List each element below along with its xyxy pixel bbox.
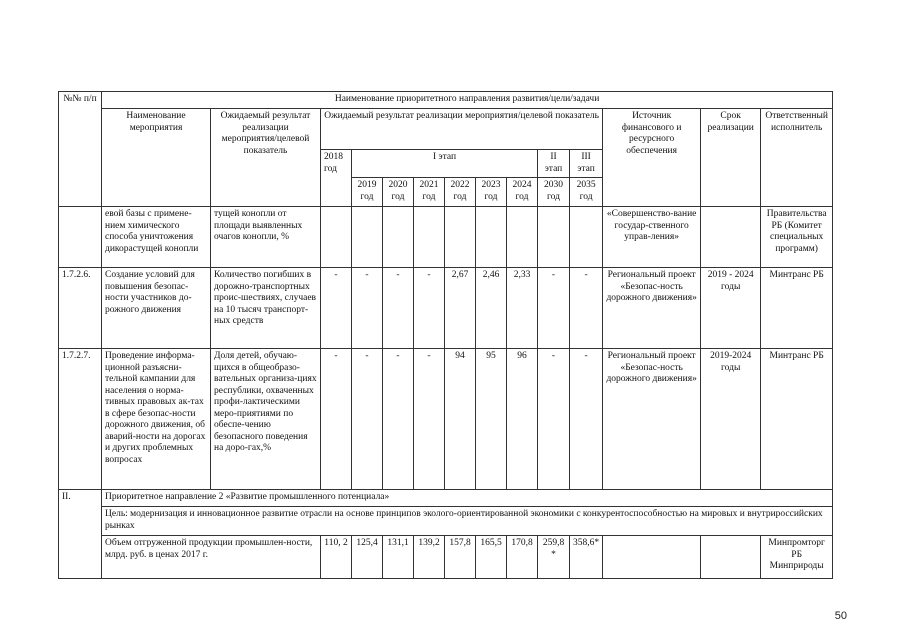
row-value: 94 bbox=[445, 349, 476, 490]
expected-span-header: Ожидаемый результат реализации мероприятия/целевой показатель bbox=[321, 109, 603, 150]
year-header: 2021 год bbox=[414, 178, 445, 207]
row-value bbox=[445, 207, 476, 268]
row-value: 131,1 bbox=[383, 536, 414, 579]
year-header: 2035 год bbox=[570, 178, 603, 207]
row-value: - bbox=[352, 268, 383, 349]
row-source: «Совершенство-вание государ-ственного управ-ления» bbox=[603, 207, 701, 268]
row-value: 2,33 bbox=[507, 268, 538, 349]
row-indicator: Количество погибших в дорожно-транспортных проис-шествиях, случаев на 10 тысяч транспорт-ных средств bbox=[211, 268, 321, 349]
row-name: евой базы с примене-нием химического способа уничтожения дикорастущей конопли bbox=[102, 207, 211, 268]
year-header: 2020 год bbox=[383, 178, 414, 207]
row-value: 2,67 bbox=[445, 268, 476, 349]
row-resp: Минтранс РБ bbox=[761, 349, 833, 490]
row-resp: Правительства РБ (Комитет специальных программ) bbox=[761, 207, 833, 268]
name-header: Наименование мероприятия bbox=[102, 109, 211, 207]
table-row bbox=[59, 349, 833, 490]
row-value bbox=[507, 207, 538, 268]
num-header: №№ п/п bbox=[59, 92, 102, 207]
row-value: - bbox=[570, 268, 603, 349]
stage3-header: III этап bbox=[570, 150, 603, 178]
row-value: 165,5 bbox=[476, 536, 507, 579]
row-resp: Минтранс РБ bbox=[761, 268, 833, 349]
row-value: 95 bbox=[476, 349, 507, 490]
section-row bbox=[59, 490, 833, 507]
row-value: 259,8 * bbox=[538, 536, 570, 579]
row-value: 358,6* bbox=[570, 536, 603, 579]
row-indicator: Доля детей, обучаю-щихся в общеобразо-вательных организа-циях республики, охваченных профи-лактическими меро-приятиями по обеспе-чению безопасного поведения на доро-гах,% bbox=[211, 349, 321, 490]
term-header: Срок реализации bbox=[701, 109, 761, 207]
row-value: - bbox=[414, 349, 445, 490]
row-value bbox=[414, 207, 445, 268]
row-value: - bbox=[570, 349, 603, 490]
year-header: 2024 год bbox=[507, 178, 538, 207]
row-value: - bbox=[538, 268, 570, 349]
header-row-2 bbox=[59, 109, 833, 150]
row-source: Региональный проект «Безопас-ность дорожного движения» bbox=[603, 268, 701, 349]
year-header: 2019 год bbox=[352, 178, 383, 207]
row-value: - bbox=[383, 268, 414, 349]
table-row bbox=[59, 268, 833, 349]
row-value bbox=[352, 207, 383, 268]
row-value bbox=[538, 207, 570, 268]
row-value: 2,46 bbox=[476, 268, 507, 349]
row-term bbox=[701, 207, 761, 268]
row-source bbox=[603, 536, 701, 579]
row-value: 170,8 bbox=[507, 536, 538, 579]
header-row-1 bbox=[59, 92, 833, 109]
row-value: 110, 2 bbox=[321, 536, 352, 579]
row-value bbox=[476, 207, 507, 268]
row-value: 125,4 bbox=[352, 536, 383, 579]
year-header: 2030 год bbox=[538, 178, 570, 207]
stage2-header: II этап bbox=[538, 150, 570, 178]
row-num: 1.7.2.6. bbox=[59, 268, 102, 349]
row-value: - bbox=[321, 268, 352, 349]
source-header: Источник финансового и ресурсного обеспечения bbox=[603, 109, 701, 207]
plan-table bbox=[58, 91, 833, 579]
row-value: - bbox=[383, 349, 414, 490]
row-resp: Минпромторг РБ Минприроды bbox=[761, 536, 833, 579]
row-num: 1.7.2.7. bbox=[59, 349, 102, 490]
row-value: 139,2 bbox=[414, 536, 445, 579]
section-num: II. bbox=[59, 490, 102, 579]
table-row bbox=[59, 536, 833, 579]
row-name: Создание условий для повышения безопас-ности участников до-рожного движения bbox=[102, 268, 211, 349]
row-value bbox=[321, 207, 352, 268]
row-value: - bbox=[414, 268, 445, 349]
goal-row bbox=[59, 507, 833, 536]
expected-header: Ожидаемый результат реализации мероприятия/целевой показатель bbox=[211, 109, 321, 207]
year-2018-header: 2018 год bbox=[321, 150, 352, 207]
section-title: Приоритетное направление 2 «Развитие промышленного потенциала» bbox=[102, 490, 833, 507]
page-number: 50 bbox=[834, 610, 847, 622]
table-row bbox=[59, 207, 833, 268]
row-indicator: Объем отгруженной продукции промышлен-ности, млрд. руб. в ценах 2017 г. bbox=[102, 536, 321, 579]
direction-header: Наименование приоритетного направления развития/цели/задачи bbox=[102, 92, 833, 109]
row-term: 2019 - 2024 годы bbox=[701, 268, 761, 349]
row-name: Проведение информа-ционной разъясни-тельной кампании для населения о норма-тивных правовых ак-тах в сфере безопас-ности дорожного движения, об аварий-ности на дорогах и других проблемных вопросах bbox=[102, 349, 211, 490]
section-goal: Цель: модернизация и инновационное развитие отрасли на основе принципов эколого-ориентированной экономики с конкурентоспособностью на мировых и внутрироссийских рынках bbox=[102, 507, 833, 536]
row-value: - bbox=[538, 349, 570, 490]
year-header: 2022 год bbox=[445, 178, 476, 207]
row-source: Региональный проект «Безопас-ность дорожного движения» bbox=[603, 349, 701, 490]
row-value: - bbox=[321, 349, 352, 490]
row-value: 157,8 bbox=[445, 536, 476, 579]
row-num bbox=[59, 207, 102, 268]
row-value bbox=[383, 207, 414, 268]
row-value bbox=[570, 207, 603, 268]
row-term: 2019-2024 годы bbox=[701, 349, 761, 490]
stage1-header: I этап bbox=[352, 150, 538, 178]
year-header: 2023 год bbox=[476, 178, 507, 207]
row-value: - bbox=[352, 349, 383, 490]
row-value: 96 bbox=[507, 349, 538, 490]
row-indicator: тущей конопли от площади выявленных очагов конопли, % bbox=[211, 207, 321, 268]
resp-header: Ответственный исполнитель bbox=[761, 109, 833, 207]
row-term bbox=[701, 536, 761, 579]
